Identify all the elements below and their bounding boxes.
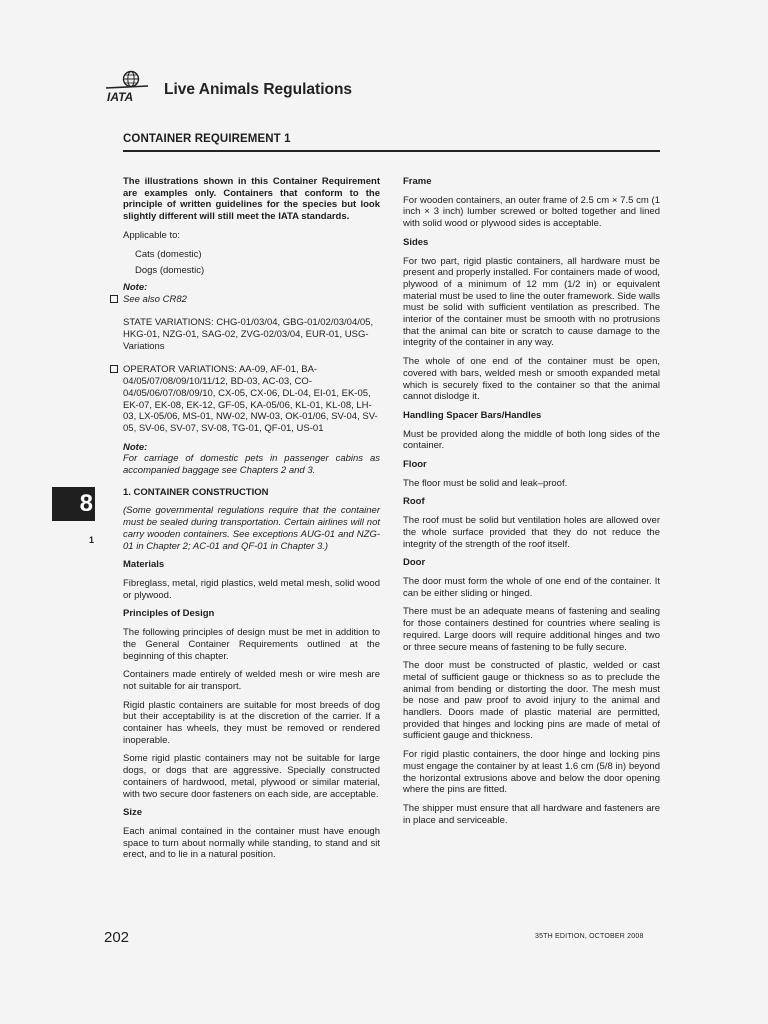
door-paragraph: The shipper must ensure that all hardware and fasteners are in place and serviceable.: [403, 802, 660, 826]
floor-text: The floor must be solid and leak–proof.: [403, 477, 568, 489]
materials-text: Fibreglass, metal, rigid plastics, weld metal mesh, solid wood or plywood.: [123, 577, 380, 601]
handling-text: Must be provided along the middle of both long sides of the container.: [403, 428, 660, 452]
door-paragraph: There must be an adequate means of fastening and sealing for those containers destined for countries where sealing is required. Large doors will require additional hinges and two or three secure means of fastening to be fully secure.: [403, 606, 660, 653]
note-label: Note:: [123, 441, 148, 453]
note-cabin-pets: For carriage of domestic pets in passenger cabins as accompanied baggage see Chapters 2 and 3.: [123, 453, 380, 477]
left-column: [123, 176, 380, 868]
construction-heading: 1. CONTAINER CONSTRUCTION: [123, 486, 269, 498]
size-text: Each animal contained in the container must have enough space to turn about normally while standing, to stand and sit erect, and to lie in a natural position.: [123, 825, 380, 861]
note-see-also: [123, 294, 380, 306]
right-column: [403, 176, 660, 833]
principles-paragraph: The following principles of design must be met in addition to the General Container Requirements outlined at the beginning of this chapter.: [123, 627, 380, 662]
section-divider: [123, 150, 660, 152]
chapter-subsection-number: 1: [89, 535, 95, 545]
note-label: Note:: [123, 281, 148, 293]
handling-heading: Handling Spacer Bars/Handles: [403, 409, 542, 421]
principles-paragraph: Some rigid plastic containers may not be suitable for large dogs, or dogs that are aggressive. Specially constructed containers of hardwood, metal, plywood or similar material, with two secure door fasteners on each side, are acceptable.: [123, 753, 380, 800]
operator-variations: [123, 364, 380, 434]
page-number: 202: [104, 929, 130, 946]
roof-text: The roof must be solid but ventilation holes are allowed over the whole surface provided that they do not reduce the integrity of the strength of the roof itself.: [403, 515, 660, 550]
applicable-item: Cats (domestic): [135, 248, 202, 260]
svg-text:IATA: IATA: [107, 90, 134, 104]
door-heading: Door: [403, 557, 426, 569]
construction-note: (Some governmental regulations require that the container must be sealed during transportation. Certain airlines will not carry wooden containers. See exceptions AUG-01 and NZG-01 in Chapter 2; AC-01 and QF-01 in Chapter 3.): [123, 505, 380, 552]
edition-label: 35TH EDITION, OCTOBER 2008: [535, 933, 644, 940]
section-title: CONTAINER REQUIREMENT 1: [123, 133, 291, 145]
change-marker-box: [110, 365, 118, 373]
principles-paragraph: Rigid plastic containers are suitable for most breeds of dog but their acceptability is at the discretion of the carrier. If a container has wheels, they must be removed or rendered inoperable.: [123, 699, 380, 746]
document-title: Live Animals Regulations: [164, 81, 353, 98]
principles-heading: Principles of Design: [123, 608, 215, 620]
applicable-item: Dogs (domestic): [135, 265, 205, 277]
frame-text: For wooden containers, an outer frame of 2.5 cm × 7.5 cm (1 inch × 3 inch) lumber screwed or bolted together and lined with solid wood or plywood sides is acceptable.: [403, 194, 660, 230]
roof-heading: Roof: [403, 496, 425, 508]
state-variations: STATE VARIATIONS: CHG-01/03/04, GBG-01/02/03/04/05, HKG-01, NZG-01, SAG-02, ZVG-02/03/04, EUR-01, USG-Variations: [123, 317, 374, 352]
frame-heading: Frame: [403, 176, 432, 187]
chapter-tab: 8: [52, 487, 95, 521]
sides-paragraph: The whole of one end of the container must be open, covered with bars, welded mesh or smooth expanded metal which is securely fixed to the container so that the animal cannot dislodge it.: [403, 356, 660, 403]
change-marker-box: [110, 295, 118, 303]
intro-paragraph: The illustrations shown in this Container Requirement are examples only. Containers that conform to the principle of written guidelines for the species but look slightly different will still meet the IATA standards.: [123, 176, 380, 223]
iata-logo-icon: [104, 70, 150, 104]
door-paragraph: For rigid plastic containers, the door hinge and locking pins must engage the container by at least 1.6 cm (5/8 in) beyond the horizontal extrusions above and below the door opening where the pins are fitted.: [403, 749, 660, 796]
note-text: See also CR82: [123, 293, 187, 305]
door-paragraph: The door must be constructed of plastic, welded or cast metal of sufficient gauge or thickness so as to preclude the animal from bending or distorting the door. The mesh must be nose and paw proof to avoid injury to the animal and handlers. Doors made of plastic material are permitted, provided that hinges and locking pins are made of metal of sufficient gauge and thickness.: [403, 660, 660, 742]
principles-paragraph: Containers made entirely of welded mesh or wire mesh are not suitable for air transport.: [123, 669, 380, 692]
sides-heading: Sides: [403, 236, 429, 248]
applicable-to-label: Applicable to:: [123, 229, 181, 241]
size-heading: Size: [123, 807, 143, 819]
floor-heading: Floor: [403, 459, 427, 471]
sides-paragraph: For two part, rigid plastic containers, all hardware must be present and properly installed. For containers made of wood, plywood of a minimum of 12 mm (1/2 in) or equivalent material must be used to line the outer framework. Side walls must be solid with sufficient ventilation as prescribed. The interior of the container must be smooth with no protrusions that the animal can bite or scratch to cause damage to the integrity of the container in any way.: [403, 255, 660, 349]
materials-heading: Materials: [123, 559, 165, 571]
operator-variations-text: OPERATOR VARIATIONS: AA-09, AF-01, BA-04/05/07/08/09/10/11/12, BD-03, AC-03, CO-04/05/06/07/08/09/10, CX-05, CX-06, DL-04, EI-01, EK-05, EK-07, EK-08, EK-12, GF-05, KA-05/06, KL-01, KL-08, LH-03, LX-05/06, MS-01, NW-02, NW-03, OK-01/06, SV-04, SV-05, SV-06, SV-07, SV-08, TG-01, QF-01, US-01: [123, 364, 378, 434]
page-header: [104, 70, 664, 106]
door-paragraph: The door must form the whole of one end of the container. It can be either sliding or hinged.: [403, 575, 660, 599]
